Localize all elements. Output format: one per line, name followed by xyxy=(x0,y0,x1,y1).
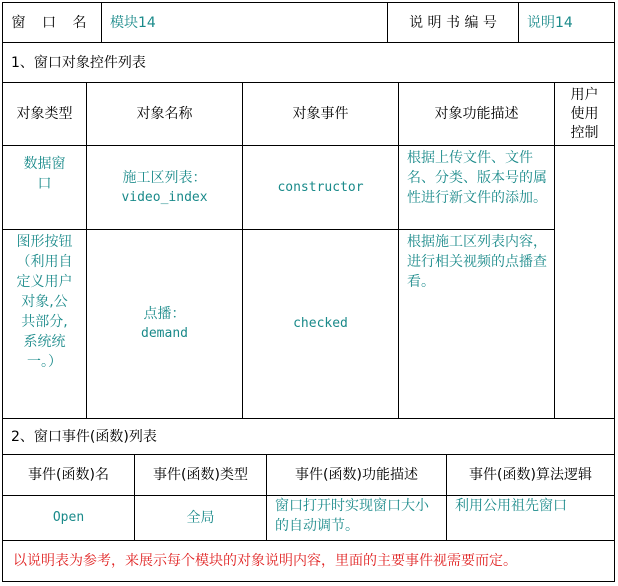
row2-name-stack: 点播： demand xyxy=(141,306,188,341)
row2-name xyxy=(86,229,243,419)
col-object-type: 对象类型 xyxy=(2,82,87,146)
col-object-name: 对象名称 xyxy=(86,82,243,146)
row1-name xyxy=(86,145,243,230)
section2-title: 2、窗口事件(函数)列表 xyxy=(2,418,615,455)
col-user-control: 用户使用控制 xyxy=(554,82,615,146)
col-object-event: 对象事件 xyxy=(242,82,399,146)
user-control-cell xyxy=(554,145,615,419)
window-name-value: 模块14 xyxy=(101,2,388,43)
col-event-name: 事件(函数)名 xyxy=(2,454,135,496)
row1-type: 数据窗口 xyxy=(2,145,87,230)
spec-number-label: 说 明 书 编 号 xyxy=(387,2,519,43)
row1-event: constructor xyxy=(242,145,399,230)
row1-name-stack: 施工区列表： video_index xyxy=(121,169,208,205)
window-name-label: 窗 口 名 xyxy=(2,2,102,43)
spec-number-value: 说明14 xyxy=(518,2,615,43)
row2-event: checked xyxy=(242,229,399,419)
event-name: Open xyxy=(2,495,135,541)
event-logic: 利用公用祖先窗口 xyxy=(446,495,615,541)
footer-note: 以说明表为参考，来展示每个模块的对象说明内容，里面的主要事件视需要而定。 xyxy=(2,540,615,582)
col-event-desc: 事件(函数)功能描述 xyxy=(266,454,447,496)
col-object-desc: 对象功能描述 xyxy=(398,82,555,146)
col-event-type: 事件(函数)类型 xyxy=(134,454,267,496)
col-event-logic: 事件(函数)算法逻辑 xyxy=(446,454,615,496)
row1-desc: 根据上传文件、文件名、分类、版本号的属性进行新文件的添加。 xyxy=(398,145,555,230)
event-type: 全局 xyxy=(134,495,267,541)
event-desc: 窗口打开时实现窗口大小的自动调节。 xyxy=(266,495,447,541)
section1-title: 1、窗口对象控件列表 xyxy=(2,42,615,83)
row2-type: 图形按钮（利用自定义用户对象,公共部分,系统统一。） xyxy=(2,229,87,419)
row2-desc: 根据施工区列表内容，进行相关视频的点播查看。 xyxy=(398,229,555,419)
